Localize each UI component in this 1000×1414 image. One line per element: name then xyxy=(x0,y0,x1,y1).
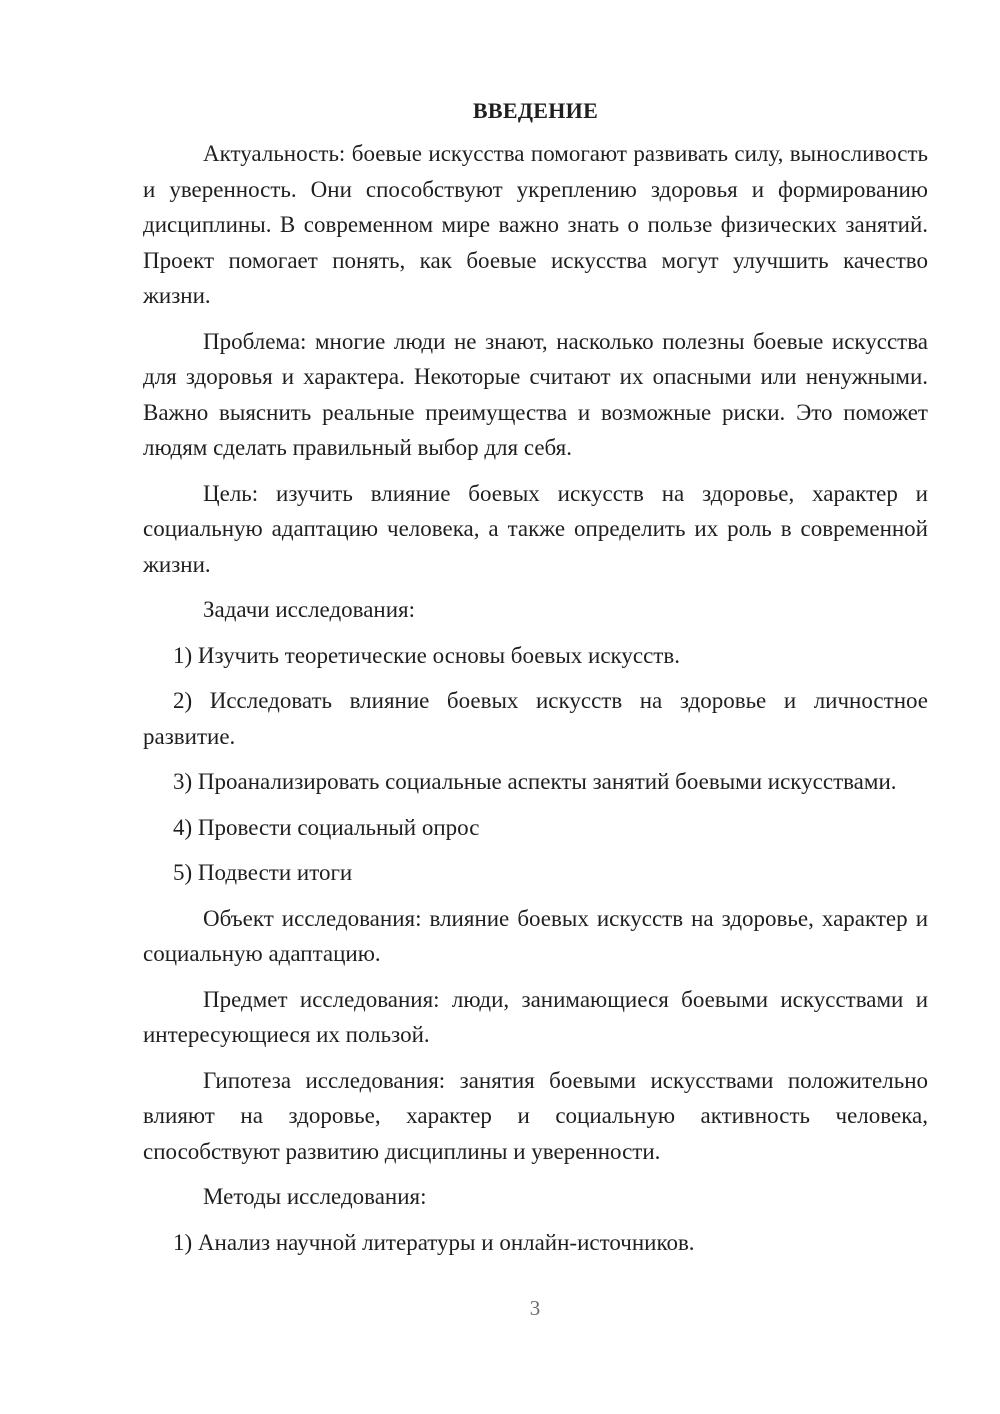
method-item-1: 1) Анализ научной литературы и онлайн-источников. xyxy=(173,1229,695,1255)
object-paragraph: Объект исследования: влияние боевых искусств на здоровье, характер и социальную адаптацию. xyxy=(143,905,928,966)
actuality-paragraph: Актуальность: боевые искусства помогают развивать силу, выносливость и уверенность. Они способствуют укреплению здоровья и формированию дисциплины. В современном мире важно знать о пользе физических занятий. Проект помогает понять, как боевые искусства могут улучшить качество жизни. xyxy=(143,141,928,308)
page-content xyxy=(143,96,928,1270)
page-title: ВВЕДЕНИЕ xyxy=(472,98,599,123)
task-item-5: 5) Подвести итоги xyxy=(173,860,353,885)
methods-heading: Методы исследования: xyxy=(203,1184,427,1209)
subject-paragraph: Предмет исследования: люди, занимающиеся боевыми искусствами и интересующиеся их пользой. xyxy=(143,986,928,1047)
hypothesis-paragraph: Гипотеза исследования: занятия боевыми искусствами положительно влияют на здоровье, характер и социальную активность человека, способствуют развитию дисциплины и уверенности. xyxy=(143,1067,928,1164)
task-item-2: 2) Исследовать влияние боевых искусств на здоровье и личностное развитие. xyxy=(143,688,928,749)
goal-paragraph: Цель: изучить влияние боевых искусств на здоровье, характер и социальную адаптацию человека, а также определить их роль в современной жизни. xyxy=(143,480,928,577)
problem-paragraph: Проблема: многие люди не знают, насколько полезны боевые искусства для здоровья и характера. Некоторые считают их опасными или ненужными. Важно выяснить реальные преимущества и возможные риски. Это поможет людям сделать правильный выбор для себя. xyxy=(143,328,928,460)
page-number: 3 xyxy=(529,1296,541,1320)
task-item-1: 1) Изучить теоретические основы боевых искусств. xyxy=(173,642,680,668)
task-item-4: 4) Провести социальный опрос xyxy=(173,814,480,840)
tasks-heading: Задачи исследования: xyxy=(203,597,416,622)
task-item-3: 3) Проанализировать социальные аспекты занятий боевыми искусствами. xyxy=(173,769,897,794)
